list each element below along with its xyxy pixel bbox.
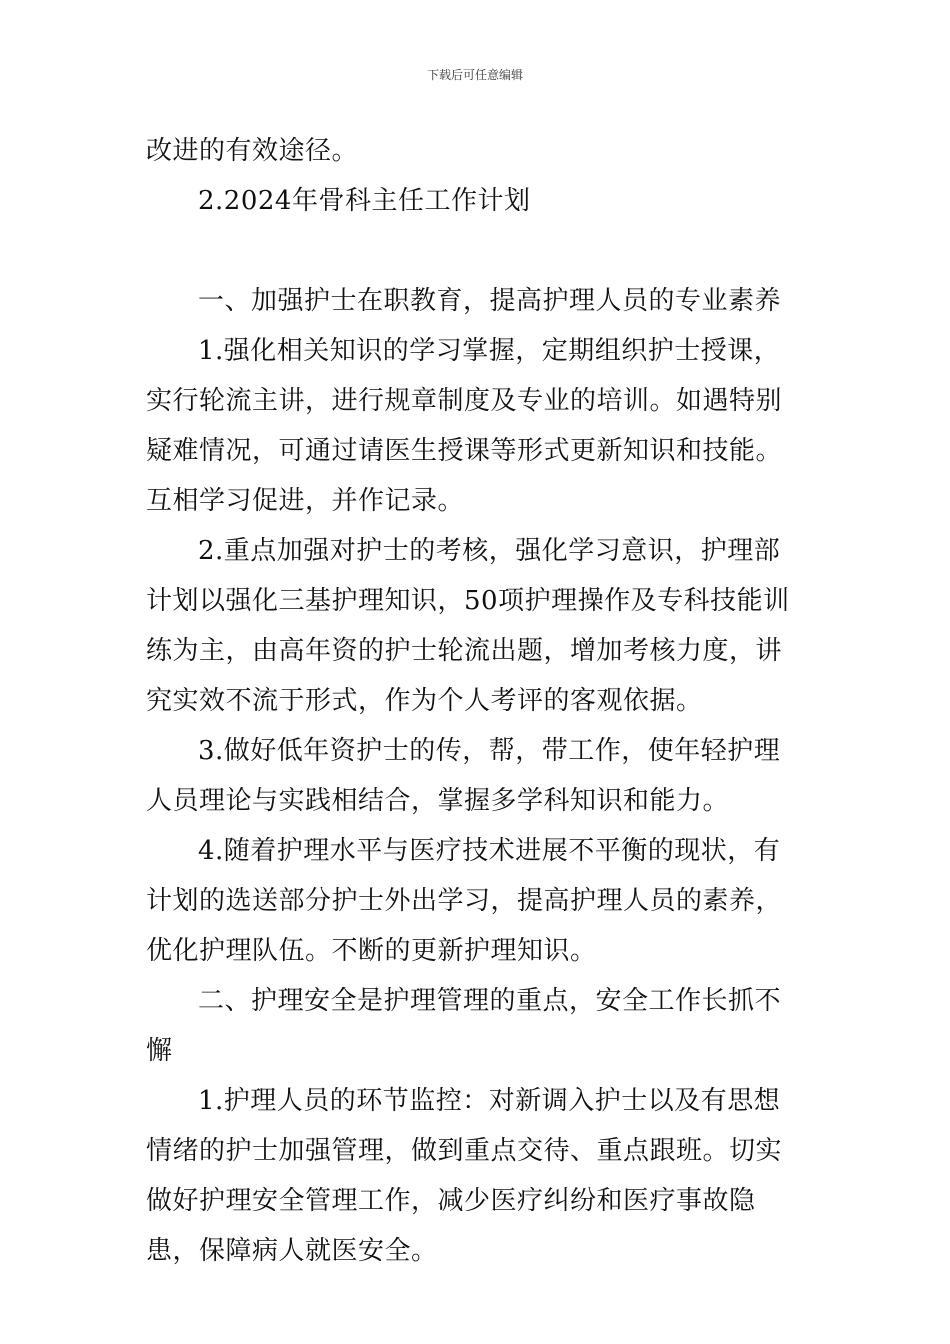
paragraph: 改进的有效途径。 [146, 136, 359, 166]
paragraph: 4.随着护理水平与医疗技术进展不平衡的现状，有计划的选送部分护士外出学习，提高护理人员的素养，优化护理队伍。不断的更新护理知识。 [146, 836, 783, 966]
paragraph: 1.强化相关知识的学习掌握，定期组织护士授课，实行轮流主讲，进行规章制度及专业的培训。如遇特别疑难情况，可通过请医生授课等形式更新知识和技能。互相学习促进，并作记录。 [146, 336, 783, 516]
page-header: 下载后可任意编辑 [426, 68, 523, 82]
section-heading: 二、护理安全是护理管理的重点，安全工作长抓不懈 [146, 986, 782, 1066]
paragraph: 1.护理人员的环节监控：对新调入护士以及有思想情绪的护士加强管理，做到重点交待、重点跟班。切实做好护理安全管理工作，减少医疗纠纷和医疗事故隐患，保障病人就医安全。 [146, 1086, 783, 1266]
paragraph: 3.做好低年资护士的传，帮，带工作，使年轻护理人员理论与实践相结合，掌握多学科知识和能力。 [146, 736, 781, 816]
section-title: 2.2024年骨科主任工作计划 [198, 186, 531, 216]
spacer [146, 226, 806, 276]
document-body [146, 126, 806, 1276]
paragraph: 2.重点加强对护士的考核，强化学习意识，护理部计划以强化三基护理知识，50项护理操作及专科技能训练为主，由高年资的护士轮流出题，增加考核力度，讲究实效不流于形式，作为个人考评的客观依据。 [146, 536, 790, 716]
section-heading: 一、加强护士在职教育，提高护理人员的专业素养 [198, 286, 782, 316]
